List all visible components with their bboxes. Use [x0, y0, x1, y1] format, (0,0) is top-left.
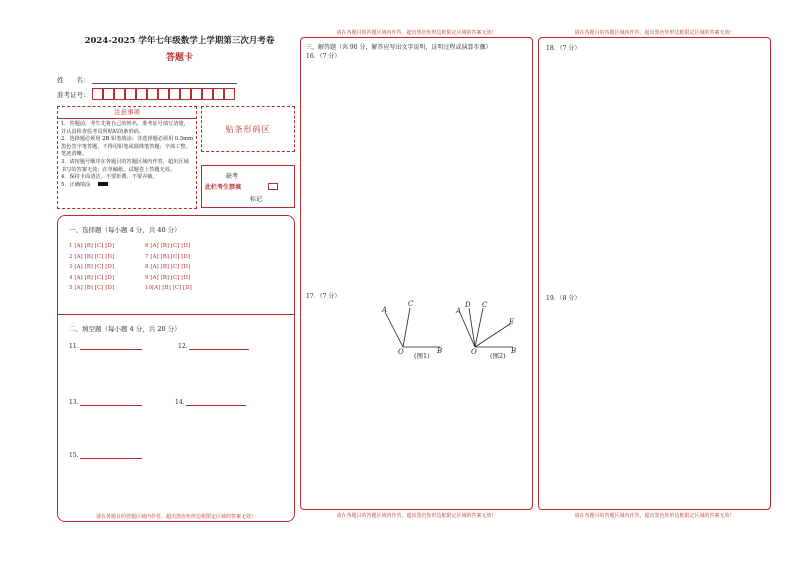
mc-row[interactable]: 2 [A] [B] [C] [D] — [69, 253, 115, 260]
fig2-label-b: B — [511, 347, 517, 355]
q13-row[interactable]: 13. — [69, 399, 142, 406]
fig2-label-a: A — [456, 307, 462, 315]
fig1-label-a: A — [382, 306, 388, 314]
mc-left-col[interactable] — [69, 241, 114, 294]
mc-row[interactable]: 3 [A] [B] [C] [D] — [69, 264, 115, 271]
mc-row[interactable]: 8 [A] [B] [C] [D] — [145, 264, 191, 271]
mc-row[interactable]: 5 [A] [B] [C] [D] — [69, 285, 115, 292]
id-label: 准考证号： — [57, 91, 90, 99]
col3-warning-bottom: 请在各题目的答题区域内作答，超出黑色矩形边框限定区域的答案无效！ — [574, 513, 735, 519]
notes-heading: 注意事项 — [58, 107, 196, 119]
mc-row[interactable]: 10[A] [B] [C] [D] — [145, 285, 192, 292]
mc-row[interactable]: 9 [A] [B] [C] [D] — [145, 274, 191, 281]
col2-box[interactable] — [300, 37, 533, 510]
q16-label: 16．（7 分） — [306, 53, 341, 60]
col1-warning: 请在各题目的答题区域内作答，超出黑色矩形边框限定区域的答案无效！ — [95, 514, 256, 520]
absent-l3: 标记 — [250, 196, 263, 203]
note-item: 1．答题前，考生先将自己的姓名，准考证号填写清楚，并认真检查监考员所粘贴的条形码。 — [61, 121, 189, 135]
note-item: 2．选择题必须用 2B 铅笔填涂；非选择题必须用 0.5mm 黑色签字笔答题，不得用铅笔或圆珠笔答题；字体工整，笔迹清晰。 — [61, 136, 194, 158]
name-label: 姓 名： — [57, 76, 90, 84]
section-divider — [57, 314, 295, 315]
figure-1 — [385, 308, 440, 347]
mc-row[interactable]: 1 [A] [B] [C] [D] — [69, 243, 115, 249]
col3-box[interactable] — [538, 37, 771, 510]
fig1-label-b: B — [437, 347, 443, 355]
q12-row[interactable]: 12. — [178, 343, 249, 350]
fig2-label-o: O — [471, 348, 477, 356]
notes-box — [57, 106, 197, 209]
q14-row[interactable]: 14. — [175, 399, 246, 406]
note-item: 4．保持卡面清洁，不要折叠、不要弄破。 — [61, 174, 158, 181]
fig1-caption: (图1) — [414, 352, 430, 360]
fig2-label-c: C — [482, 301, 488, 309]
part1-heading: 一、选择题（每小题 4 分，共 40 分） — [69, 226, 181, 234]
note-item: 5．正确填涂 — [61, 182, 193, 190]
absent-l2: 缺考 — [226, 173, 239, 180]
notes-body — [61, 121, 193, 189]
mc-row[interactable]: 4 [A] [B] [C] [D] — [69, 274, 115, 281]
fig1-label-o: O — [398, 348, 404, 356]
filled-sample-mark — [98, 182, 108, 186]
q15-row[interactable]: 15. — [69, 452, 142, 459]
part3-heading: 三、解答题（共 90 分，解答应写出文字说明，证明过程或演算步骤） — [306, 44, 492, 51]
name-field[interactable] — [92, 75, 237, 84]
fig2-label-e: E — [509, 318, 515, 326]
absent-box — [201, 165, 295, 208]
q18-label: 18．（7 分） — [546, 45, 581, 52]
figure-2 — [460, 308, 513, 347]
absent-l1: 此栏考生禁填 — [205, 184, 242, 191]
absent-checkbox[interactable] — [268, 183, 278, 190]
col2-warning-top: 请在各题目的答题区域内作答，超出黑色矩形边框限定区域的答案无效！ — [336, 30, 497, 36]
barcode-area: 贴条形码区 — [201, 106, 295, 152]
fig2-caption: (图2) — [490, 352, 506, 360]
fig2-label-d: D — [465, 301, 471, 309]
q19-label: 19．（8 分） — [546, 295, 581, 302]
q11-row[interactable]: 11. — [69, 343, 142, 350]
mc-row[interactable]: 7 [A] [B] [C] [D] — [145, 253, 191, 260]
col2-warning-bottom: 请在各题目的答题区域内作答，超出黑色矩形边框限定区域的答案无效！ — [336, 513, 497, 519]
q17-figures — [370, 296, 530, 366]
note-item: 3．请按题号顺序在各题目的答题区域内作答，超出区域书写的答案无效；在草稿纸、试题卷上答题无效。 — [61, 158, 189, 173]
page-subtitle: 答题卡 — [165, 53, 193, 63]
q17-label: 17．（7 分） — [306, 293, 341, 300]
page-title: 2024-2025 学年七年级数学上学期第三次月考卷 — [84, 36, 275, 46]
part2-heading: 二、填空题（每小题 4 分，共 20 分） — [69, 325, 181, 333]
col3-warning-top: 请在各题目的答题区域内作答，超出黑色矩形边框限定区域的答案无效！ — [574, 30, 735, 36]
mc-row[interactable]: 6 [A] [B] [C] [D] — [145, 243, 191, 249]
mc-right-col[interactable] — [145, 241, 192, 294]
fig1-label-c: C — [408, 300, 414, 308]
